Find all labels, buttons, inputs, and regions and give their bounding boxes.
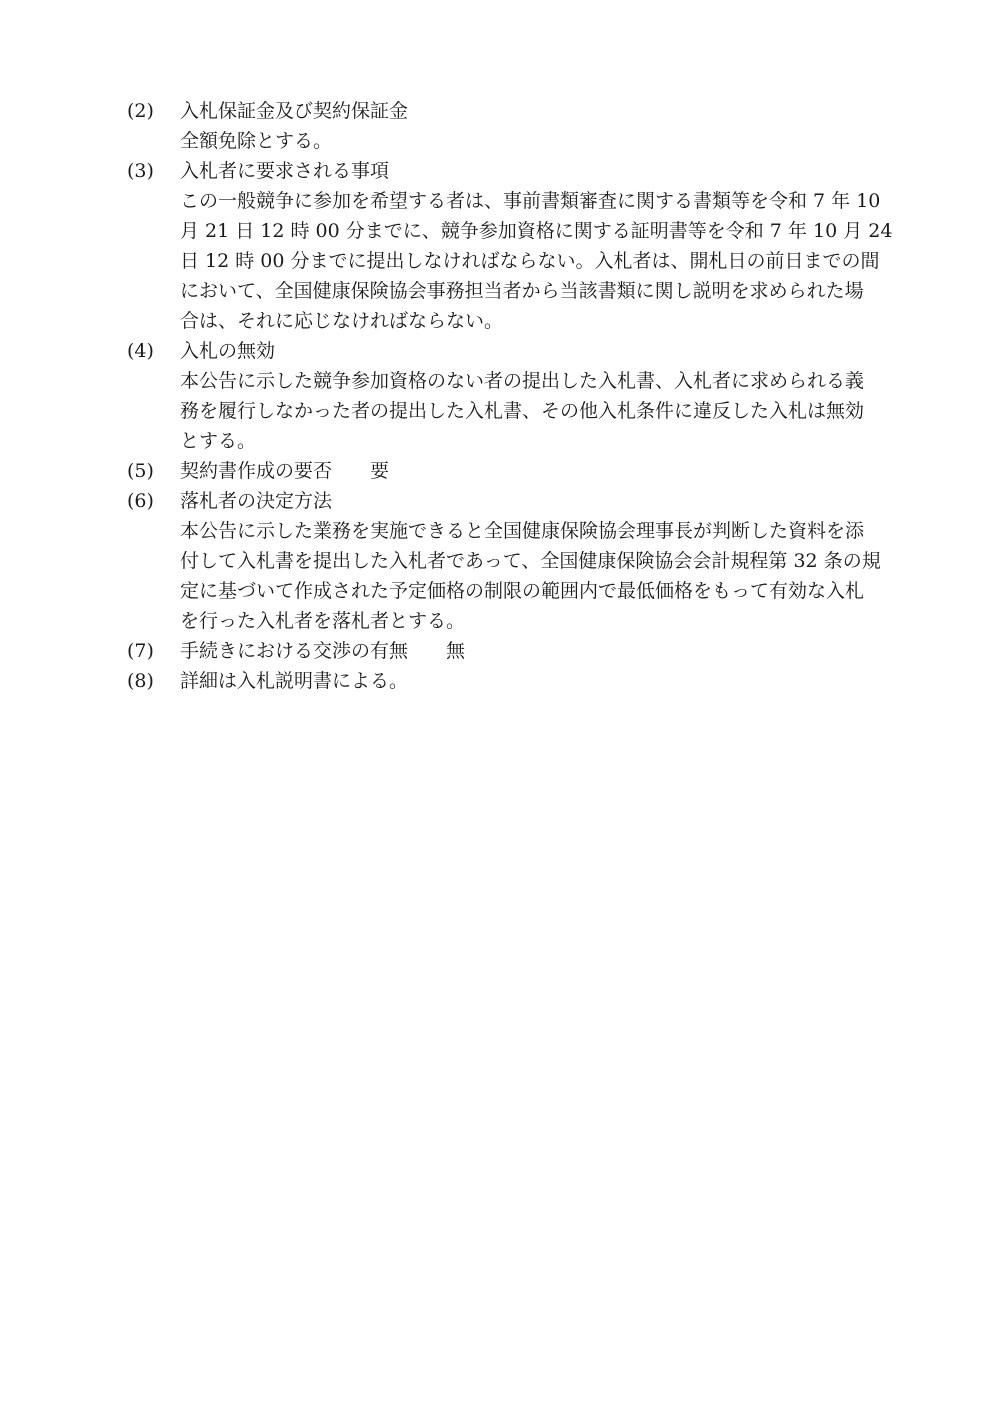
paragraph-line: を行った入札者を落札者とする。 [180, 610, 466, 632]
section-body [180, 486, 917, 636]
section-6 [127, 486, 917, 636]
section-value: 要 [370, 460, 390, 482]
section-body [180, 636, 917, 666]
section-3 [127, 156, 917, 336]
section-number: (3) [127, 160, 154, 182]
paragraph-line: 全額免除とする。 [180, 130, 333, 152]
paragraph-line: 付して入札書を提出した入札者であって、全国健康保険協会会計規程第 32 条の規 [180, 550, 881, 572]
section-body [180, 96, 917, 156]
section-number: (4) [127, 340, 154, 362]
section-number: (2) [127, 100, 154, 122]
section-number: (6) [127, 490, 154, 512]
paragraph-line: において、全国健康保険協会事務担当者から当該書類に関し説明を求められた場 [180, 280, 864, 302]
section-title-row [180, 636, 917, 666]
section-value: 無 [446, 640, 466, 662]
section-body [180, 336, 917, 456]
paragraph-line: 務を履行しなかった者の提出した入札書、その他入札条件に違反した入札は無効 [180, 400, 865, 422]
section-4 [127, 336, 917, 456]
section-title: 入札保証金及び契約保証金 [180, 100, 409, 122]
paragraph-line: 定に基づいて作成された予定価格の制限の範囲内で最低価格をもって有効な入札 [180, 580, 865, 602]
section-body [180, 156, 917, 336]
section-number: (7) [127, 640, 154, 662]
section-2 [127, 96, 917, 156]
document-content [127, 96, 917, 696]
paragraph-line: 本公告に示した業務を実施できると全国健康保険協会理事長が判断した資料を添 [180, 520, 865, 542]
section-title: 詳細は入札説明書による。 [180, 670, 409, 692]
paragraph-line: 合は、それに応じなければならない。 [180, 310, 504, 332]
section-title: 落札者の決定方法 [180, 490, 333, 512]
section-title: 入札の無効 [180, 340, 276, 362]
paragraph-line: この一般競争に参加を希望する者は、事前書類審査に関する書類等を令和 7 年 10 [180, 190, 881, 212]
section-number: (5) [127, 460, 154, 482]
section-body [180, 456, 917, 486]
section-number: (8) [127, 670, 154, 692]
section-7 [127, 636, 917, 666]
section-8 [127, 666, 917, 696]
section-body [180, 666, 917, 696]
paragraph-line: 本公告に示した競争参加資格のない者の提出した入札書、入札者に求められる義 [180, 370, 865, 392]
section-title: 契約書作成の要否 [180, 460, 333, 482]
section-title: 入札者に要求される事項 [180, 160, 390, 182]
section-title-row [180, 456, 917, 486]
paragraph-line: とする。 [180, 430, 257, 452]
paragraph-line: 日 12 時 00 分までに提出しなければならない。入札者は、開札日の前日までの間 [180, 250, 880, 272]
paragraph-line: 月 21 日 12 時 00 分までに、競争参加資格に関する証明書等を令和 7 年 10 月 24 [180, 220, 893, 242]
section-5 [127, 456, 917, 486]
section-title: 手続きにおける交渉の有無 [180, 640, 409, 662]
